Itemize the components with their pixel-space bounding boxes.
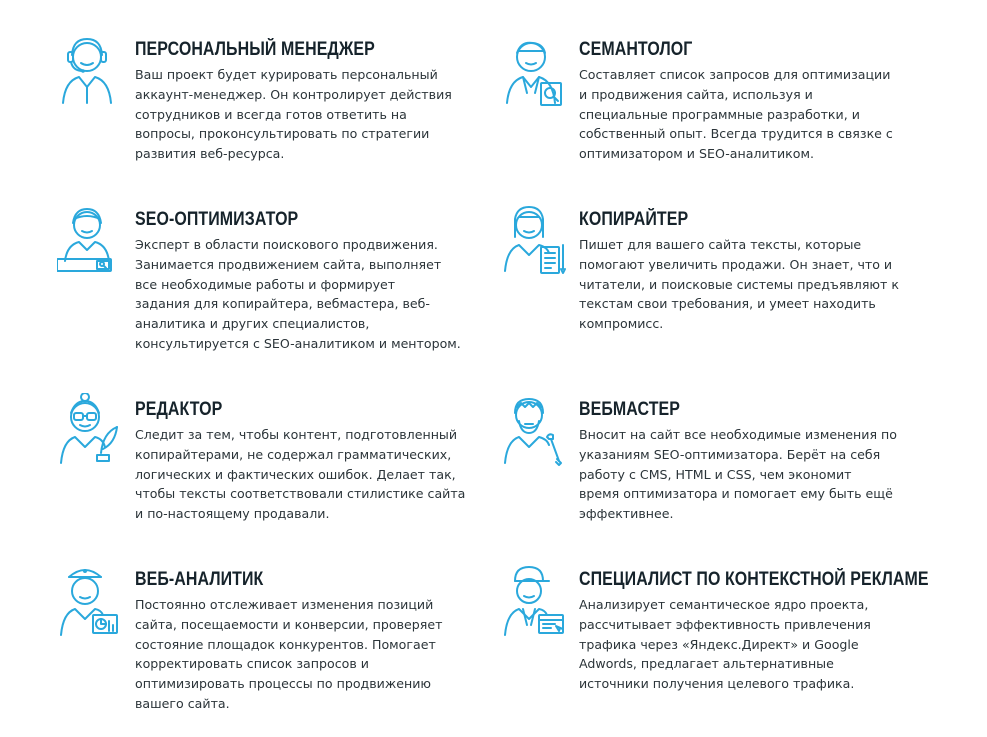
card-description: Анализирует семантическое ядро проекта, рассчитывает эффективность привлечения трафика через «Яндекс.Директ» и Google Adwords, предлагает альтернативные источники получения целевого трафика. <box>579 597 871 692</box>
role-card-copywriter <box>579 209 987 334</box>
role-card-webmaster <box>579 399 987 524</box>
webmaster-wrench-icon <box>501 393 569 473</box>
semantologist-magnifier-icon <box>501 33 569 113</box>
headset-manager-icon <box>57 33 125 113</box>
card-title: ПЕРСОНАЛЬНЫЙ МЕНЕДЖЕР <box>135 39 375 60</box>
role-card-personal-manager <box>135 39 545 164</box>
analyst-chart-icon <box>57 563 125 643</box>
ppc-ad-window-icon <box>501 563 569 643</box>
card-title: ВЕБМАСТЕР <box>579 399 680 420</box>
card-title: СЕМАНТОЛОГ <box>579 39 693 60</box>
card-title: ВЕБ-АНАЛИТИК <box>135 569 264 590</box>
role-card-web-analyst <box>135 569 545 714</box>
role-card-seo-optimizer <box>135 209 545 354</box>
card-title: SEO-ОПТИМИЗАТОР <box>135 209 299 230</box>
seo-search-bar-icon <box>57 203 125 283</box>
role-card-ppc-specialist <box>579 569 987 694</box>
editor-quill-icon <box>57 393 125 473</box>
card-title: СПЕЦИАЛИСТ ПО КОНТЕКСТНОЙ РЕКЛАМЕ <box>579 569 929 590</box>
card-description: Эксперт в области поискового продвижения. Занимается продвижением сайта, выполняет все необходимые работы и формирует задания для копирайтера, вебмастера, веб- аналитика и других специалистов, консультируется с SEO-аналитиком и ментором. <box>135 237 461 351</box>
card-description: Следит за тем, чтобы контент, подготовленный копирайтерами, не содержал грамматических, логических и фактических ошибок. Делает так, чтобы тексты соответствовали стилистике сайта и по-настоящему продавали. <box>135 427 466 522</box>
role-card-semantologist <box>579 39 987 164</box>
card-title: КОПИРАЙТЕР <box>579 209 689 230</box>
card-description: Пишет для вашего сайта тексты, которые помогают увеличить продажи. Он знает, что и читатели, и поисковые системы предъявляют к текстам свои требования, и умеет находить компромисс. <box>579 237 899 332</box>
card-description: Составляет список запросов для оптимизации и продвижения сайта, используя и специальные программные разработки, и собственный опыт. Всегда трудится в связке с оптимизатором и SEO-аналитиком. <box>579 67 893 162</box>
card-description: Постоянно отслеживает изменения позиций сайта, посещаемости и конверсии, проверяет состояние площадок конкурентов. Помогает корректировать список запросов и оптимизировать процессы по продвижению вашего сайта. <box>135 597 443 711</box>
copywriter-document-icon <box>501 203 569 283</box>
role-card-editor <box>135 399 545 524</box>
card-title: РЕДАКТОР <box>135 399 223 420</box>
card-description: Ваш проект будет курировать персональный аккаунт-менеджер. Он контролирует действия сотрудников и всегда готов ответить на вопросы, проконсультировать по стратегии развития веб-ресурса. <box>135 67 452 162</box>
card-description: Вносит на сайт все необходимые изменения по указаниям SEO-оптимизатора. Берёт на себя работу с CMS, HTML и CSS, чем экономит время оптимизатора и помогает ему быть ещё эффективнее. <box>579 427 897 522</box>
